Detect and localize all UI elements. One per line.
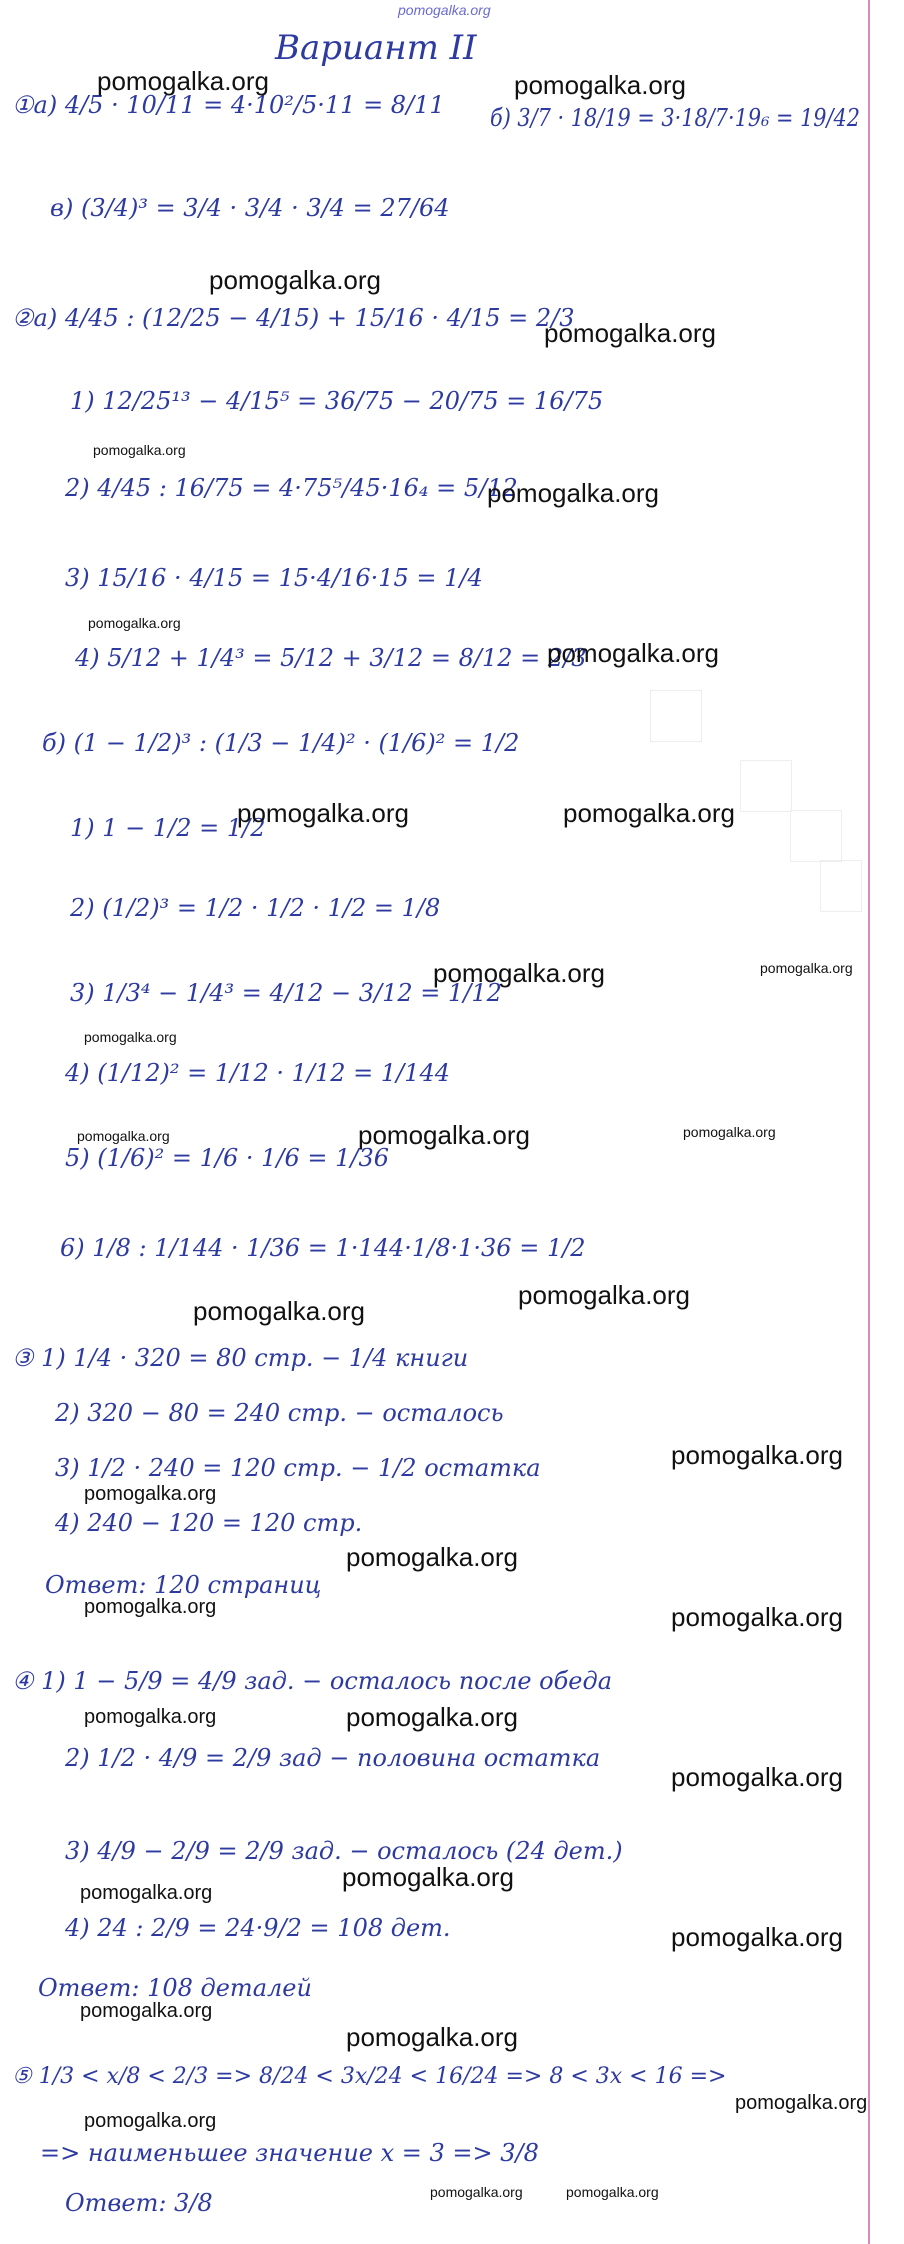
task2-b1: 1) 1 − 1/2 = 1/2 — [70, 814, 266, 842]
watermark: pomogalka.org — [80, 2000, 213, 2022]
watermark: pomogalka.org — [547, 638, 719, 668]
watermark: pomogalka.org — [518, 1280, 690, 1310]
watermark: pomogalka.org — [487, 478, 659, 508]
watermark: pomogalka.org — [430, 2184, 523, 2200]
task1-a: ①а) 4/5 · 10/11 = 4·10²/5·11 = 8/11 — [12, 91, 445, 119]
task3-step1: ③ 1) 1/4 · 320 = 80 стр. − 1/4 книги — [12, 1344, 469, 1372]
task1-b: б) 3/7 · 18/19 = 3·18/7·19₆ = 19/42 — [490, 104, 861, 132]
watermark: pomogalka.org — [193, 1296, 365, 1326]
task2-a-head: ②а) 4/45 : (12/25 − 4/15) + 15/16 · 4/15 = 2/3 — [12, 304, 575, 332]
task4-step3: 3) 4/9 − 2/9 = 2/9 зад. − осталось (24 дет.) — [65, 1837, 623, 1865]
watermark: pomogalka.org — [514, 70, 686, 100]
watermark: pomogalka.org — [346, 1542, 518, 1572]
page-title: Вариант II — [275, 28, 477, 68]
task2-b5: 5) (1/6)² = 1/6 · 1/6 = 1/36 — [65, 1144, 389, 1172]
task3-step4: 4) 240 − 120 = 120 стр. — [55, 1509, 363, 1537]
task2-a2: 2) 4/45 : 16/75 = 4·75⁵/45·16₄ = 5/12 — [65, 474, 518, 502]
watermark: pomogalka.org — [566, 2184, 659, 2200]
watermark-top: pomogalka.org — [398, 2, 491, 18]
grid-square — [790, 810, 842, 862]
task2-b3: 3) 1/3⁴ − 1/4³ = 4/12 − 3/12 = 1/12 — [70, 979, 502, 1007]
task4-answer: Ответ: 108 деталей — [38, 1974, 312, 2002]
watermark: pomogalka.org — [88, 615, 181, 631]
watermark: pomogalka.org — [84, 1706, 217, 1728]
watermark: pomogalka.org — [671, 1762, 843, 1792]
grid-square — [820, 860, 862, 912]
watermark: pomogalka.org — [671, 1440, 843, 1470]
watermark: pomogalka.org — [760, 960, 853, 976]
task3-answer: Ответ: 120 страниц — [45, 1571, 322, 1599]
watermark: pomogalka.org — [346, 2022, 518, 2052]
watermark: pomogalka.org — [342, 1862, 514, 1892]
watermark: pomogalka.org — [563, 798, 735, 828]
grid-square — [650, 690, 702, 742]
task2-a4: 4) 5/12 + 1/4³ = 5/12 + 3/12 = 8/12 = 2/3 — [75, 644, 587, 672]
task3-step3: 3) 1/2 · 240 = 120 стр. − 1/2 остатка — [55, 1454, 541, 1482]
watermark: pomogalka.org — [346, 1702, 518, 1732]
task2-b-head: б) (1 − 1/2)³ : (1/3 − 1/4)² · (1/6)² = 1/2 — [42, 729, 520, 757]
task2-b6: 6) 1/8 : 1/144 · 1/36 = 1·144·1/8·1·36 = 1/2 — [60, 1234, 586, 1262]
watermark: pomogalka.org — [84, 1596, 217, 1618]
task2-b4: 4) (1/12)² = 1/12 · 1/12 = 1/144 — [65, 1059, 451, 1087]
watermark: pomogalka.org — [77, 1128, 170, 1144]
task2-a3: 3) 15/16 · 4/15 = 15·4/16·15 = 1/4 — [65, 564, 483, 592]
task2-b2: 2) (1/2)³ = 1/2 · 1/2 · 1/2 = 1/8 — [70, 894, 441, 922]
watermark: pomogalka.org — [84, 2110, 217, 2132]
task3-step2: 2) 320 − 80 = 240 стр. − осталось — [55, 1399, 504, 1427]
watermark: pomogalka.org — [433, 958, 605, 988]
watermark: pomogalka.org — [671, 1602, 843, 1632]
task4-step1: ④ 1) 1 − 5/9 = 4/9 зад. − осталось после обеда — [12, 1667, 612, 1695]
watermark: pomogalka.org — [683, 1124, 776, 1140]
watermark: pomogalka.org — [209, 265, 381, 295]
watermark: pomogalka.org — [97, 66, 269, 96]
watermark: pomogalka.org — [237, 798, 409, 828]
task4-step4: 4) 24 : 2/9 = 24·9/2 = 108 дет. — [65, 1914, 451, 1942]
task2-a1: 1) 12/25¹³ − 4/15⁵ = 36/75 − 20/75 = 16/75 — [70, 387, 604, 415]
watermark: pomogalka.org — [93, 442, 186, 458]
watermark: pomogalka.org — [735, 2092, 868, 2114]
task4-step2: 2) 1/2 · 4/9 = 2/9 зад − половина остатка — [65, 1744, 601, 1772]
watermark: pomogalka.org — [358, 1120, 530, 1150]
grid-square — [740, 760, 792, 812]
task5-answer: Ответ: 3/8 — [65, 2189, 213, 2217]
margin-line — [868, 0, 870, 2244]
watermark: pomogalka.org — [84, 1029, 177, 1045]
watermark: pomogalka.org — [671, 1922, 843, 1952]
task5-line1: ⑤ 1/3 < x/8 < 2/3 => 8/24 < 3x/24 < 16/24 => 8 < 3x < 16 => — [12, 2064, 727, 2089]
watermark: pomogalka.org — [80, 1882, 213, 1904]
watermark: pomogalka.org — [84, 1483, 217, 1505]
task5-line2: => наименьшее значение x = 3 => 3/8 — [40, 2139, 539, 2167]
task1-v: в) (3/4)³ = 3/4 · 3/4 · 3/4 = 27/64 — [50, 194, 450, 222]
watermark: pomogalka.org — [544, 318, 716, 348]
